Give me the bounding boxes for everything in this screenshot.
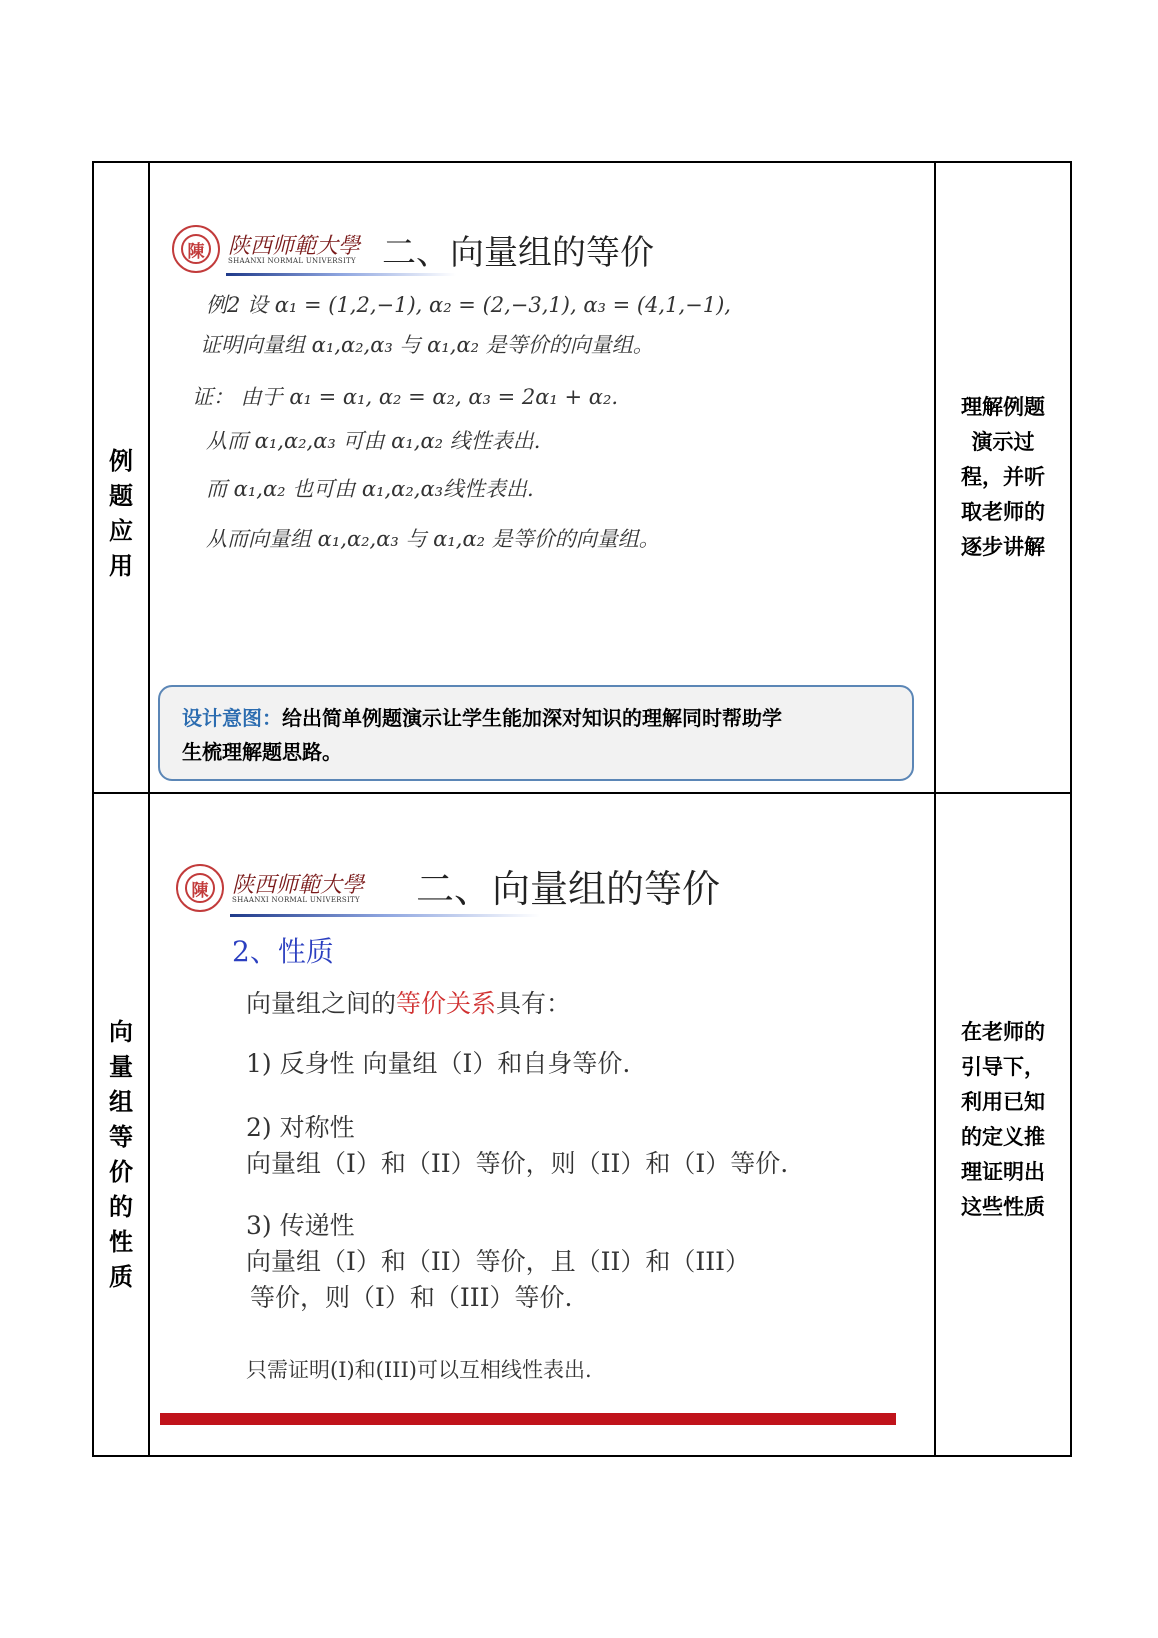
row2-label: 向量组等价的性质 (109, 1018, 133, 1291)
property-symmetric-head: 2) 对称性 (246, 1113, 355, 1142)
design-intent-label: 设计意图： (182, 706, 282, 730)
design-intent-box (158, 685, 914, 781)
university-seal-icon: 陳 (172, 225, 220, 273)
design-intent-text: 给出简单例题演示让学生能加深对知识的理解同时帮助学 (282, 706, 782, 730)
example-line: 证明向量组 α₁,α₂,α₃ 与 α₁,α₂ 是等价的向量组。 (200, 333, 654, 357)
property-transitive-body: 向量组（I）和（II）等价，且（II）和（III） (246, 1247, 751, 1276)
section-subtitle: 2、性质 (232, 935, 334, 968)
proof-line: 从而向量组 α₁,α₂,α₃ 与 α₁,α₂ 是等价的向量组。 (206, 527, 660, 551)
university-name-en: SHAANXI NORMAL UNIVERSITY (232, 896, 360, 904)
example-line: 例2 设 α₁ = (1,2,−1), α₂ = (2,−3,1), α₃ = (4,1,−1), (206, 293, 731, 317)
slide-bottom-bar (160, 1413, 896, 1425)
proof-line: 而 α₁,α₂ 也可由 α₁,α₂,α₃线性表出. (206, 477, 534, 501)
university-name-en: SHAANXI NORMAL UNIVERSITY (228, 257, 356, 265)
design-intent-text-2: 生梳理解题思路。 (182, 740, 342, 764)
proof-line: 证： 由于 α₁ = α₁, α₂ = α₂, α₃ = 2α₁ + α₂. (192, 385, 619, 409)
slide-title: 二、向量组的等价 (416, 867, 721, 911)
university-seal-icon: 陳 (176, 864, 224, 912)
row1-label: 例题应用 (109, 447, 133, 580)
title-underline (230, 914, 540, 917)
proof-line: 从而 α₁,α₂,α₃ 可由 α₁,α₂ 线性表出. (206, 429, 541, 453)
row1-note: 理解例题演示过程，并听取老师的逐步讲解 (961, 395, 1045, 559)
slide-title: 二、向量组的等价 (382, 233, 654, 273)
property-symmetric-body: 向量组（I）和（II）等价，则（II）和（I）等价. (246, 1149, 789, 1178)
proof-hint: 只需证明(I)和(III)可以互相线性表出. (246, 1358, 592, 1382)
row2-slide (148, 794, 948, 1457)
row2-note: 在老师的引导下，利用已知的定义推理证明出这些性质 (961, 1020, 1045, 1219)
property-reflexive: 1) 反身性 向量组（I）和自身等价. (246, 1049, 631, 1078)
university-name-cn: 陕西师範大學 (228, 234, 361, 259)
main-table (92, 161, 1072, 1457)
property-transitive-head: 3) 传递性 (246, 1211, 355, 1240)
property-transitive-body-2: 等价，则（I）和（III）等价. (250, 1283, 573, 1312)
university-name-cn: 陕西师範大學 (232, 873, 365, 898)
properties-intro: 向量组之间的等价关系具有： (246, 989, 572, 1018)
